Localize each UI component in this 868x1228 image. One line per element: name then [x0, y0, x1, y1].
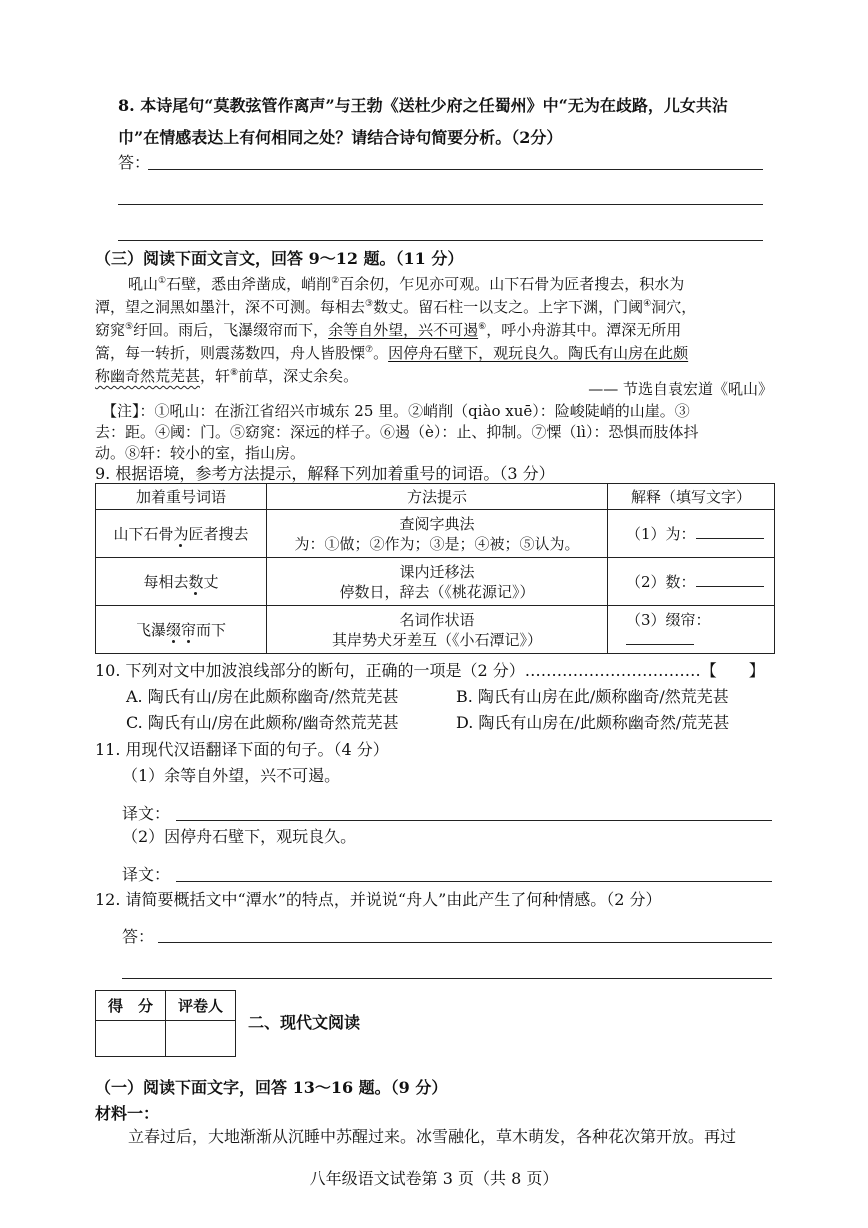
- note-line-2: 去：距。④阈：门。⑤窈窕：深远的样子。⑥遏（è）：止、抑制。⑦慄（lì）：恐惧而肢体抖: [95, 423, 699, 441]
- passage-line-3: 窈窕⑤纡回。雨后，飞瀑缀帘而下，余等自外望，兴不可遏⑥，呼小舟游其中。潭深无所用: [95, 321, 682, 339]
- material-text: 立春过后，大地渐渐从沉睡中苏醒过来。冰雪融化，草木萌发，各种花次第开放。再过: [128, 1127, 737, 1146]
- q12-prompt: 12. 请简要概括文中“潭水”的特点，并说说“舟人”由此产生了何种情感。（2 分）: [95, 890, 662, 909]
- section1-heading: （一）阅读下面文字，回答 13～16 题。（9 分）: [95, 1078, 448, 1097]
- table-row: [96, 510, 775, 558]
- q9-answer-blank-3[interactable]: [626, 630, 694, 645]
- passage-line-5: 称幽奇然荒芜甚，轩⑧前草，深丈余矣。: [95, 367, 359, 385]
- q9-table: [95, 483, 775, 654]
- q12-answer-line-1[interactable]: [158, 942, 772, 943]
- q11-sentence-2: （2）因停舟石壁下，观玩良久。: [122, 827, 357, 846]
- q9-word-1: 山下石骨为匠者搜去: [96, 510, 267, 558]
- note-line-1: 【注】：①吼山：在浙江省绍兴市城东 25 里。②峭削（qiào xuē）：险峻陡峭的山崖。③: [102, 402, 690, 420]
- table-row: [96, 606, 775, 654]
- q10-option-a[interactable]: A. 陶氏有山/房在此颇称幽奇/然荒芜甚: [126, 687, 399, 706]
- q10-option-b[interactable]: B. 陶氏有山房在此/颇称幽奇/然荒芜甚: [456, 687, 729, 706]
- q9-word-2: 每相去数丈: [96, 558, 267, 606]
- q10-prompt: 10. 下列对文中加波浪线部分的断句，正确的一项是（2 分）……………………………【 】: [95, 661, 765, 680]
- q8-answer-line-2[interactable]: [118, 204, 763, 205]
- q11-prompt: 11. 用现代汉语翻译下面的句子。（4 分）: [95, 740, 389, 759]
- q9-method-title-1: 查阅字典法: [399, 514, 475, 533]
- q9-method-hint-1: 为：①做；②作为；③是；④被；⑤认为。: [294, 534, 580, 553]
- q11-answer-line-1[interactable]: [176, 820, 772, 821]
- score-header: 得 分: [96, 991, 166, 1021]
- q9-prompt: 9. 根据语境，参考方法提示，解释下列加着重号的词语。（3 分）: [95, 464, 555, 483]
- q10-option-d[interactable]: D. 陶氏有山房在/此颇称幽奇然/荒芜甚: [456, 713, 730, 732]
- q9-method-title-3: 名词作状语: [399, 610, 475, 629]
- passage-source: —— 节选自袁宏道《吼山》: [588, 380, 773, 398]
- q12-answer-line-2[interactable]: [122, 978, 772, 979]
- score-box: [95, 990, 236, 1057]
- q11-label-2: 译文：: [122, 865, 171, 884]
- q11-answer-line-2[interactable]: [176, 881, 772, 882]
- q8-line2: 巾”在情感表达上有何相同之处？请结合诗句简要分析。（2分）: [118, 128, 563, 147]
- part2-title: 二、现代文阅读: [248, 1013, 361, 1032]
- q9-method-hint-3: 其岸势犬牙差互（《小石潭记》）: [331, 630, 542, 649]
- q8-answer-line-3[interactable]: [118, 240, 763, 241]
- q9-header-word: 加着重号词语: [96, 484, 267, 510]
- q10-option-c[interactable]: C. 陶氏有山/房在此颇称/幽奇然荒芜甚: [126, 713, 399, 732]
- q9-header-method: 方法提示: [267, 484, 608, 510]
- material-label: 材料一：: [95, 1104, 160, 1123]
- q9-method-title-2: 课内迁移法: [399, 562, 475, 581]
- q9-answer-label-1: （1）为：: [626, 524, 696, 543]
- q11-label-1: 译文：: [122, 804, 171, 823]
- q9-word-3: 飞瀑缀帘而下: [96, 606, 267, 654]
- grader-header: 评卷人: [166, 991, 236, 1021]
- table-row: [96, 558, 775, 606]
- q9-answer-label-2: （2）数：: [626, 572, 696, 591]
- q9-answer-blank-2[interactable]: [696, 572, 764, 587]
- q9-answer-blank-1[interactable]: [696, 524, 764, 539]
- q9-answer-label-3: （3）缀帘：: [626, 610, 711, 629]
- passage-line-1: 吼山①石壁，悉由斧凿成，峭削②百余仞，乍见亦可观。山下石骨为匠者搜去，积水为: [128, 275, 685, 293]
- q11-sentence-1: （1）余等自外望，兴不可遏。: [122, 766, 341, 785]
- q12-answer-label: 答：: [122, 927, 155, 946]
- grader-cell[interactable]: [166, 1021, 236, 1057]
- passage-line-2: 潭，望之洞黑如墨汁，深不可测。每相去③数丈。留石柱一以支之。上字下渊，门阈④洞穴，: [95, 298, 697, 316]
- score-cell[interactable]: [96, 1021, 166, 1057]
- q8-answer-label: 答：: [118, 153, 151, 172]
- page-footer: 八年级语文试卷第 3 页（共 8 页）: [309, 1169, 559, 1188]
- section3-heading: （三）阅读下面文言文，回答 9～12 题。（11 分）: [95, 249, 464, 268]
- note-line-3: 动。⑧轩：较小的室，指山房。: [95, 444, 306, 462]
- q9-method-hint-2: 停数日，辞去（《桃花源记》）: [339, 582, 535, 601]
- q8-line1: 8. 本诗尾句“莫教弦管作离声”与王勃《送杜少府之任蜀州》中“无为在歧路，儿女共沾: [118, 96, 728, 115]
- passage-line-4: 篙，每一转折，则震荡数四，舟人皆股慄⑦。因停舟石壁下，观玩良久。陶氏有山房在此颇: [95, 344, 689, 362]
- q9-header-answer: 解释（填写文字）: [608, 484, 775, 510]
- q8-answer-line-1[interactable]: [148, 169, 763, 170]
